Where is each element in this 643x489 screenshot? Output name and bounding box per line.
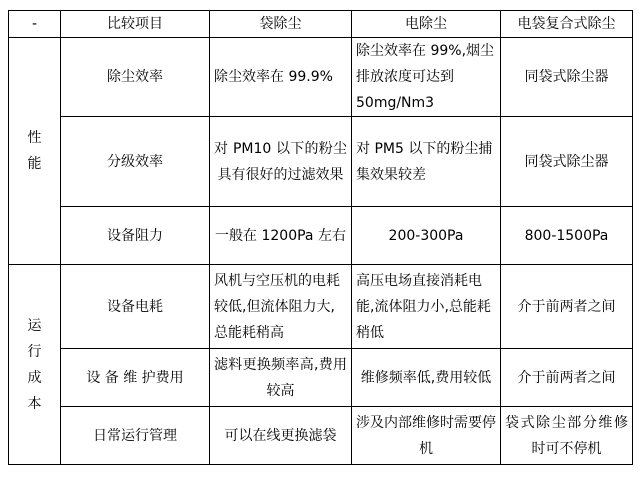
cell-bag: 风机与空压机的电耗较低,但流体阻力大,总能耗稍高 [210,265,352,349]
cell-bag: 滤料更换频率高,费用较高 [210,349,352,407]
row-item: 设备阻力 [61,207,210,265]
cell-hybrid: 袋式除尘部分维修时可不停机 [501,407,633,465]
header-electrostatic: 电除尘 [352,11,501,38]
cell-hybrid: 同袋式除尘器 [501,117,633,207]
category-operating-cost-label: 运行成本 [27,317,42,412]
table-row [9,38,633,117]
row-item: 设备电耗 [61,265,210,349]
header-row [9,11,633,38]
cell-bag: 对 PM10 以下的粉尘具有很好的过滤效果 [210,117,352,207]
table-row [9,349,633,407]
category-performance-label: 性能 [27,130,42,172]
table-row [9,117,633,207]
cell-electro: 对 PM5 以下的粉尘捕集效果较差 [352,117,501,207]
cell-electro: 200-300Pa [352,207,501,265]
table-row [9,207,633,265]
cell-bag: 除尘效率在 99.9% [210,38,352,117]
cell-hybrid: 800-1500Pa [501,207,633,265]
row-item: 分级效率 [61,117,210,207]
header-bag-filter: 袋除尘 [210,11,352,38]
cell-electro: 除尘效率在 99%,烟尘排放浓度可达到 50mg/Nm3 [352,38,501,117]
cell-electro: 涉及内部维修时需要停机 [352,407,501,465]
cell-hybrid: 同袋式除尘器 [501,38,633,117]
comparison-table [8,10,633,465]
row-item: 日常运行管理 [61,407,210,465]
cell-bag: 一般在 1200Pa 左右 [210,207,352,265]
cell-hybrid: 介于前两者之间 [501,349,633,407]
cell-hybrid: 介于前两者之间 [501,265,633,349]
category-performance [9,38,61,265]
row-item: 设 备 维 护费用 [61,349,210,407]
cell-electro: 高压电场直接消耗电能,流体阻力小,总能耗稍低 [352,265,501,349]
header-hybrid: 电袋复合式除尘 [501,11,633,38]
row-item: 除尘效率 [61,38,210,117]
header-dash: - [9,11,61,38]
table-row [9,265,633,349]
header-item: 比较项目 [61,11,210,38]
cell-electro: 维修频率低,费用较低 [352,349,501,407]
category-operating-cost [9,265,61,465]
table-row [9,407,633,465]
cell-bag: 可以在线更换滤袋 [210,407,352,465]
